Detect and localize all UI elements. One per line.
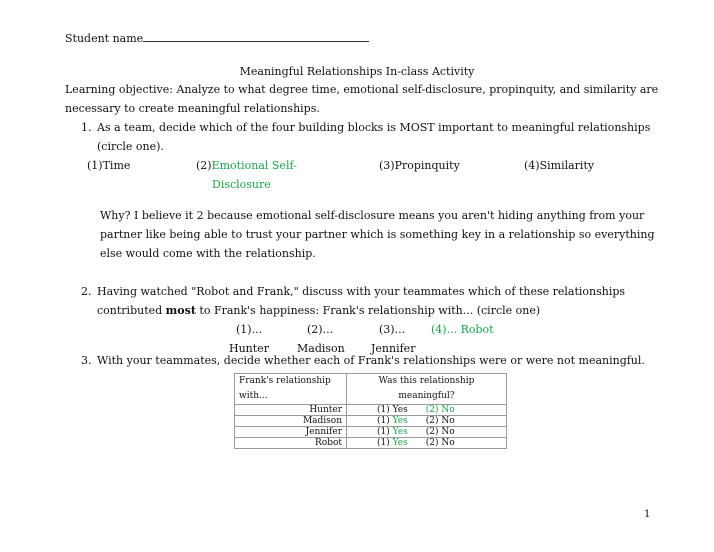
answer-no[interactable]: (2) No: [425, 416, 455, 426]
table-header-col1-line1: Frank's relationship: [239, 376, 331, 386]
answer-no[interactable]: (2) No: [425, 427, 455, 437]
q2-option-label-1[interactable]: (1)...: [236, 323, 263, 336]
q2-option-name-madison: Madison: [297, 342, 345, 355]
q1-option-text-selected-cont: Disclosure: [212, 178, 271, 191]
answer-yes-word: Yes: [392, 416, 408, 426]
q1-why-line2: partner like being able to trust your partner which is something key in a relationship so everything: [100, 228, 655, 241]
q1-option-prefix: (2): [196, 159, 212, 172]
table-cell-name: Robot: [235, 438, 347, 449]
q2-option-name-hunter: Hunter: [229, 342, 269, 355]
table-row: [235, 416, 507, 427]
answer-yes[interactable]: (1) Yes: [377, 405, 408, 415]
table-cell-answer[interactable]: [347, 438, 507, 449]
table-cell-name: Jennifer: [235, 427, 347, 438]
q1-number: 1.: [81, 121, 92, 134]
table-cell-name: Madison: [235, 416, 347, 427]
table-header-col1-line2: with...: [239, 391, 268, 401]
student-name-line: [65, 31, 369, 45]
q2-line2-post: to Frank's happiness: Frank's relationship with... (circle one): [195, 304, 541, 317]
q2-line2-bold: most: [165, 304, 196, 317]
q1-why-line1: Why? I believe it 2 because emotional self-disclosure means you aren't hiding anything from your: [100, 209, 645, 222]
page-title: Meaningful Relationships In-class Activity: [239, 65, 475, 78]
q2-line2: [97, 301, 540, 320]
q1-option-text: Similarity: [539, 159, 595, 172]
q1-option-time[interactable]: [87, 156, 130, 175]
q2-line1: Having watched "Robot and Frank," discuss with your teammates which of these relationships: [97, 285, 626, 298]
relationships-table: [234, 373, 507, 449]
q3-line1: With your teammates, decide whether each of Frank's relationships were or were not meaningful.: [97, 354, 645, 367]
table-cell-answer[interactable]: [347, 405, 507, 416]
q1-option-similarity[interactable]: [524, 156, 594, 175]
q2-option-label-4-selected[interactable]: (4)... Robot: [431, 323, 494, 336]
learning-objective-line1: Learning objective: Analyze to what degree time, emotional self-disclosure, propinquity, and similarity are: [65, 83, 659, 96]
table-cell-name: Hunter: [235, 405, 347, 416]
q1-option-prefix: (3): [379, 159, 395, 172]
table-row: [235, 438, 507, 449]
q1-line2: (circle one).: [97, 140, 164, 153]
table-cell-answer[interactable]: [347, 427, 507, 438]
table-header-col2-line1: Was this relationship: [378, 376, 475, 386]
answer-no-selected[interactable]: (2) No: [425, 405, 455, 415]
page-number: 1: [644, 509, 651, 520]
learning-objective-line2: necessary to create meaningful relationships.: [65, 102, 320, 115]
q2-line2-pre: contributed: [97, 304, 166, 317]
q2-number: 2.: [81, 285, 92, 298]
q1-option-propinquity[interactable]: [379, 156, 460, 175]
q1-option-prefix: (4): [524, 159, 540, 172]
student-name-label: Student name: [65, 32, 144, 45]
table-cell-answer[interactable]: [347, 416, 507, 427]
table-header-row: [235, 374, 507, 405]
q1-option-prefix: (1): [87, 159, 103, 172]
table-row: [235, 427, 507, 438]
q2-option-label-3[interactable]: (3)...: [379, 323, 406, 336]
q1-line1: As a team, decide which of the four building blocks is MOST important to meaningful relationships: [97, 121, 651, 134]
answer-yes-selected[interactable]: (1) Yes: [377, 416, 408, 426]
table-row: [235, 405, 507, 416]
q1-option-emotional-self-disclosure[interactable]: [196, 156, 297, 175]
table-header-col2: [347, 374, 507, 405]
answer-yes-word: Yes: [392, 427, 408, 437]
q2-option-name-jennifer: Jennifer: [371, 342, 416, 355]
q1-option-text: Time: [102, 159, 131, 172]
table-header-col2-line2: meaningful?: [398, 391, 455, 401]
q1-option-text: Propinquity: [394, 159, 460, 172]
table-header-col1: [235, 374, 347, 405]
answer-yes-selected[interactable]: (1) Yes: [377, 438, 408, 448]
q1-option-text-selected: Emotional Self-: [211, 159, 297, 172]
q3-number: 3.: [81, 354, 92, 367]
q1-why-line3: else would come with the relationship.: [100, 247, 316, 260]
answer-yes-selected[interactable]: (1) Yes: [377, 427, 408, 437]
student-name-blank: [143, 31, 369, 42]
answer-no[interactable]: (2) No: [425, 438, 455, 448]
answer-yes-word: Yes: [392, 438, 408, 448]
q2-option-label-2[interactable]: (2)...: [307, 323, 334, 336]
